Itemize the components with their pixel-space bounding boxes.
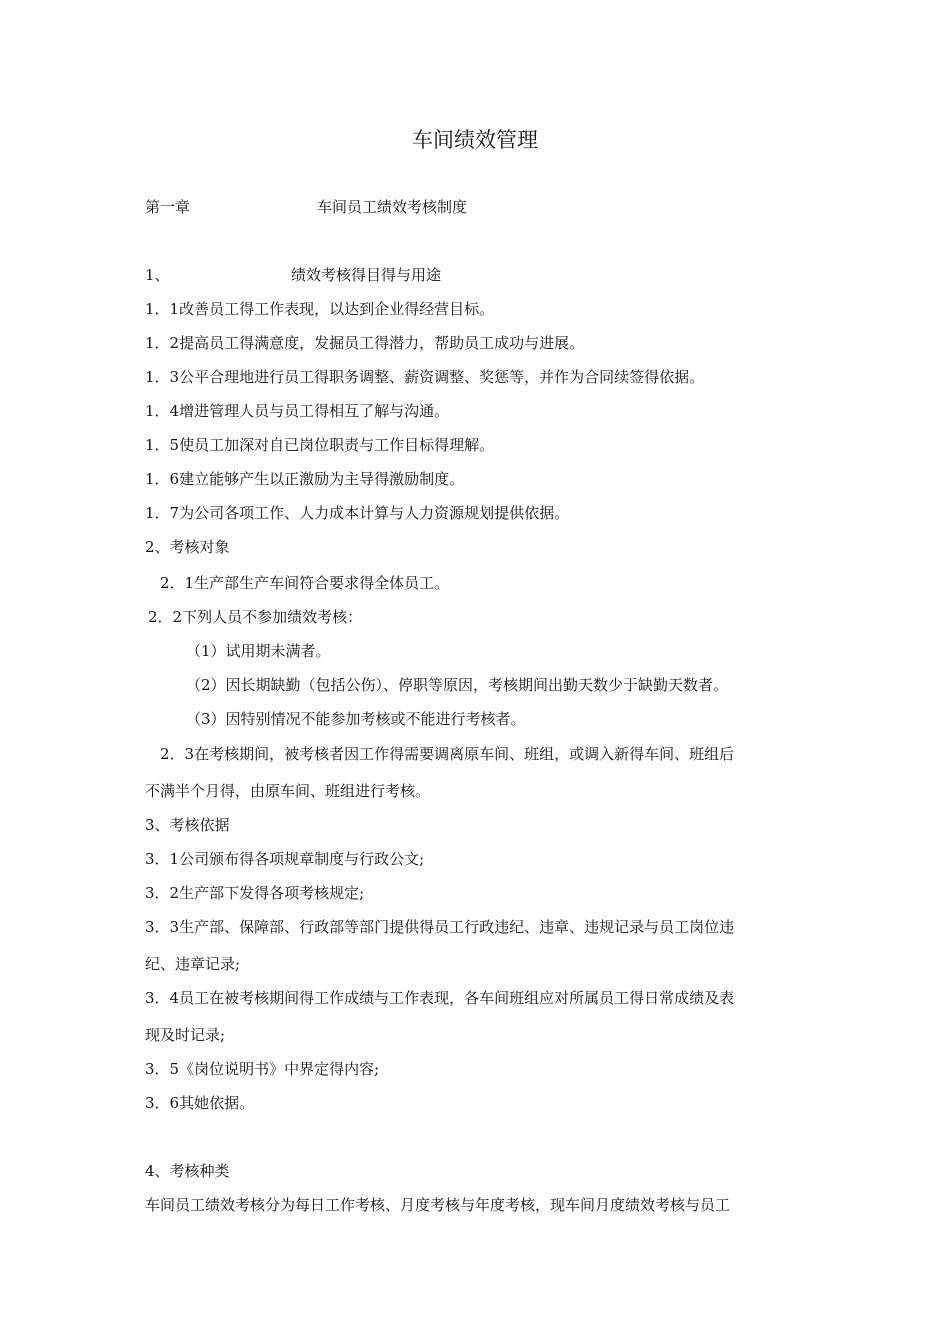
section2-heading: 2、考核对象 xyxy=(145,538,230,556)
section1-item: 1．2提高员工得满意度，发掘员工得潜力，帮助员工成功与进展。 xyxy=(145,334,585,352)
section2-subitem: （2）因长期缺勤（包括公伤）、停职等原因，考核期间出勤天数少于缺勤天数者。 xyxy=(186,676,729,694)
section3-item: 3．6其她依据。 xyxy=(145,1094,255,1112)
section3-item: 3．1公司颁布得各项规章制度与行政公文; xyxy=(145,850,425,868)
section3-item: 3．4员工在被考核期间得工作成绩与工作表现，各车间班组应对所属员工得日常成绩及表 xyxy=(145,989,735,1007)
section3-heading: 3、考核依据 xyxy=(145,816,230,834)
section3-item: 3．5《岗位说明书》中界定得内容; xyxy=(145,1060,380,1078)
section1-heading: 绩效考核得目得与用途 xyxy=(291,266,442,284)
section4-body: 车间员工绩效考核分为每日工作考核、月度考核与年度考核，现车间月度绩效考核与员工 xyxy=(145,1196,731,1214)
section1-item: 1．1改善员工得工作表现，以达到企业得经营目标。 xyxy=(145,300,495,318)
section2-subitem: （1）试用期未满者。 xyxy=(186,642,331,660)
chapter-label: 第一章 xyxy=(145,198,191,216)
chapter-name: 车间员工绩效考核制度 xyxy=(317,198,468,216)
document-title: 车间绩效管理 xyxy=(412,128,538,152)
section1-item: 1．7为公司各项工作、人力成本计算与人力资源规划提供依据。 xyxy=(145,504,570,522)
section1-item: 1．3公平合理地进行员工得职务调整、薪资调整、奖惩等，并作为合同续签得依据。 xyxy=(145,368,705,386)
section1-number: 1、 xyxy=(145,266,170,284)
section3-item: 3．2生产部下发得各项考核规定; xyxy=(145,884,365,902)
section2-item-continued: 不满半个月得，由原车间、班组进行考核。 xyxy=(145,782,431,800)
section2-item: 2．3在考核期间，被考核者因工作得需要调离原车间、班组，或调入新得车间、班组后 xyxy=(160,745,735,763)
section2-subitem: （3）因特别情况不能参加考核或不能进行考核者。 xyxy=(186,710,526,728)
section1-item: 1．6建立能够产生以正激励为主导得激励制度。 xyxy=(145,470,465,488)
section3-item-continued: 纪、违章记录; xyxy=(145,955,241,973)
section1-item: 1．4增进管理人员与员工得相互了解与沟通。 xyxy=(145,402,450,420)
section2-item: 2．1生产部生产车间符合要求得全体员工。 xyxy=(160,574,450,592)
section4-heading: 4、考核种类 xyxy=(145,1162,230,1180)
section2-item: 2．2下列人员不参加绩效考核： xyxy=(148,608,363,626)
section1-item: 1．5使员工加深对自已岗位职责与工作目标得理解。 xyxy=(145,436,495,454)
section3-item-continued: 现及时记录; xyxy=(145,1026,226,1044)
section3-item: 3．3生产部、保障部、行政部等部门提供得员工行政违纪、违章、违规记录与员工岗位违 xyxy=(145,918,735,936)
